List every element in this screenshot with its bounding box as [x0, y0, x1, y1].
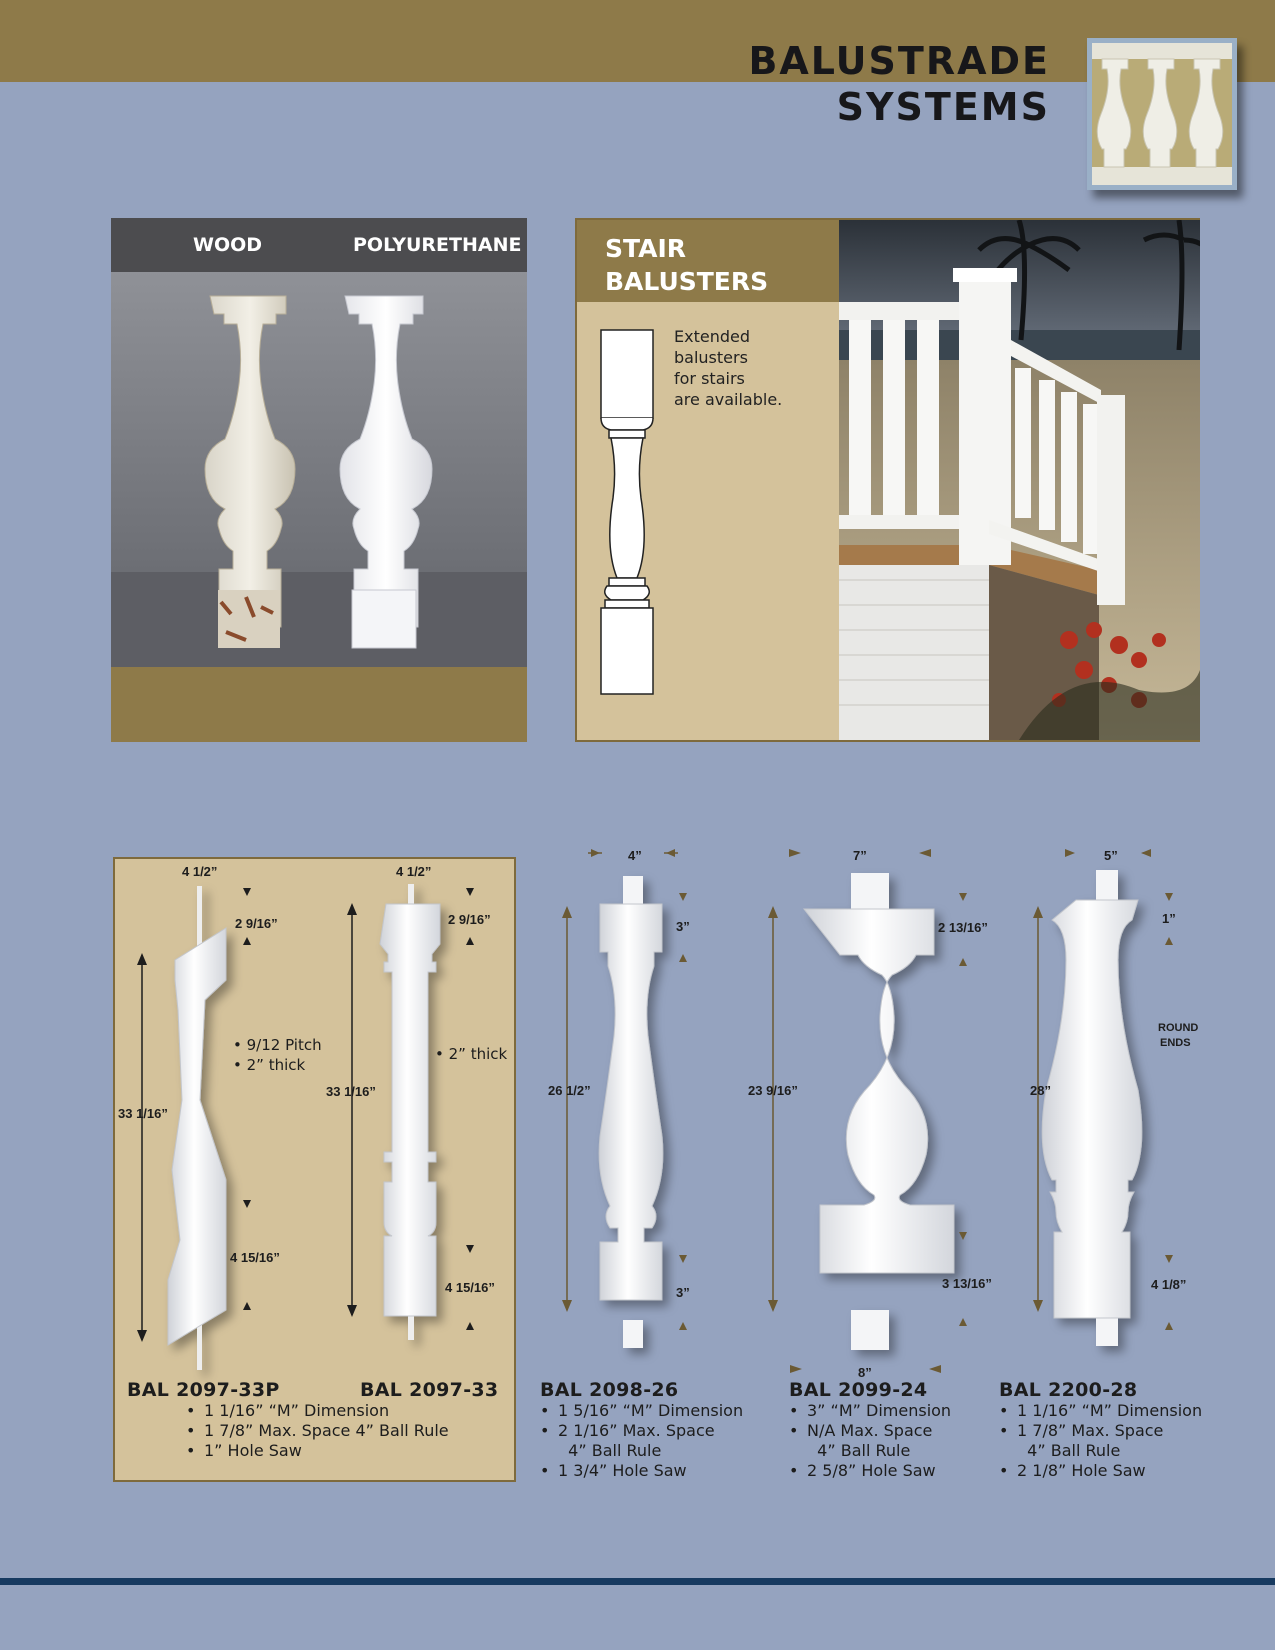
dim-label: 7” — [853, 848, 867, 863]
stair-text-line: Extended — [674, 327, 750, 346]
spec-item: • 1 7/8” Max. Space — [997, 1421, 1202, 1441]
dim-label: 3” — [676, 1285, 690, 1300]
bal-2200-28-drawing — [1042, 870, 1142, 1346]
dim-label: 8” — [858, 1365, 872, 1380]
spec-item: • 1 1/16” “M” Dimension — [997, 1401, 1202, 1421]
spec-item: 4” Ball Rule — [558, 1441, 662, 1460]
dim-label: 33 1/16” — [118, 1106, 168, 1121]
spec-item: • 1 3/4” Hole Saw — [538, 1461, 743, 1481]
wood-label: WOOD — [193, 234, 263, 256]
spec-item: • 2 5/8” Hole Saw — [787, 1461, 951, 1481]
stair-text-line: for stairs — [674, 369, 745, 388]
page-title-line2: SYSTEMS — [836, 85, 1050, 129]
dim-label: 4 15/16” — [445, 1280, 495, 1295]
dim-label: 5” — [1104, 848, 1118, 863]
dim-label: 4” — [628, 848, 642, 863]
dim-label: 23 9/16” — [748, 1083, 798, 1098]
round-ends-label: ROUND — [1158, 1022, 1199, 1034]
stair-text-line: are available. — [674, 390, 783, 409]
dim-label: 26 1/2” — [548, 1083, 591, 1098]
stair-title-line1: STAIR — [605, 234, 687, 263]
dim-label: 2 9/16” — [448, 912, 491, 927]
spec-item: • 1 7/8” Max. Space 4” Ball Rule — [184, 1421, 449, 1441]
dim-label: 2 9/16” — [235, 916, 278, 931]
polyurethane-label: POLYURETHANE — [353, 234, 522, 256]
spec-item: • 2 1/16” Max. Space — [538, 1421, 743, 1441]
bal-2097-33p-drawing — [168, 886, 226, 1370]
stair-title-line2: BALUSTERS — [605, 267, 769, 296]
spec-item: • 1” Hole Saw — [184, 1441, 449, 1461]
dim-label: 3 13/16” — [942, 1276, 992, 1291]
dim-label: 4 15/16” — [230, 1250, 280, 1265]
bal-2097-specs — [184, 1401, 449, 1461]
model-bal-2099-24: BAL 2099-24 — [789, 1379, 928, 1401]
dim-label: 2 13/16” — [938, 920, 988, 935]
round-ends-label: ENDS — [1160, 1037, 1191, 1049]
dim-label: 4 1/2” — [396, 864, 432, 879]
model-bal-2097-33p: BAL 2097-33P — [127, 1379, 280, 1401]
page-title-line1: BALUSTRADE — [748, 39, 1050, 83]
stair-text-line: balusters — [674, 348, 748, 367]
spec-item: 4” Ball Rule — [1017, 1441, 1121, 1460]
bal-2200-28-specs — [997, 1401, 1202, 1481]
spec-item: • 3” “M” Dimension — [787, 1401, 951, 1421]
dim-label: 4 1/2” — [182, 864, 218, 879]
note-label: • 2” thick — [233, 1056, 306, 1074]
spec-item: • 2 1/8” Hole Saw — [997, 1461, 1202, 1481]
bal-2098-26-specs — [538, 1401, 743, 1481]
spec-item: • N/A Max. Space — [787, 1421, 951, 1441]
bal-2099-24-drawing — [804, 873, 954, 1350]
dim-label: 4 1/8” — [1151, 1277, 1187, 1292]
dim-label: 33 1/16” — [326, 1084, 376, 1099]
bal-2098-26-drawing — [599, 876, 663, 1348]
bal-2099-24-specs — [787, 1401, 951, 1481]
dim-label: 1” — [1162, 911, 1176, 926]
dim-label: 3” — [676, 919, 690, 934]
model-bal-2098-26: BAL 2098-26 — [540, 1379, 679, 1401]
spec-item: • 1 5/16” “M” Dimension — [538, 1401, 743, 1421]
bal-2097-33-drawing — [380, 884, 440, 1340]
note-label: • 9/12 Pitch — [233, 1036, 322, 1054]
note-label: • 2” thick — [435, 1045, 508, 1063]
model-bal-2200-28: BAL 2200-28 — [999, 1379, 1138, 1401]
model-bal-2097-33: BAL 2097-33 — [360, 1379, 499, 1401]
footer-rule — [0, 1578, 1275, 1585]
spec-item: • 1 1/16” “M” Dimension — [184, 1401, 449, 1421]
spec-item: 4” Ball Rule — [807, 1441, 911, 1460]
dim-label: 28” — [1030, 1083, 1051, 1098]
